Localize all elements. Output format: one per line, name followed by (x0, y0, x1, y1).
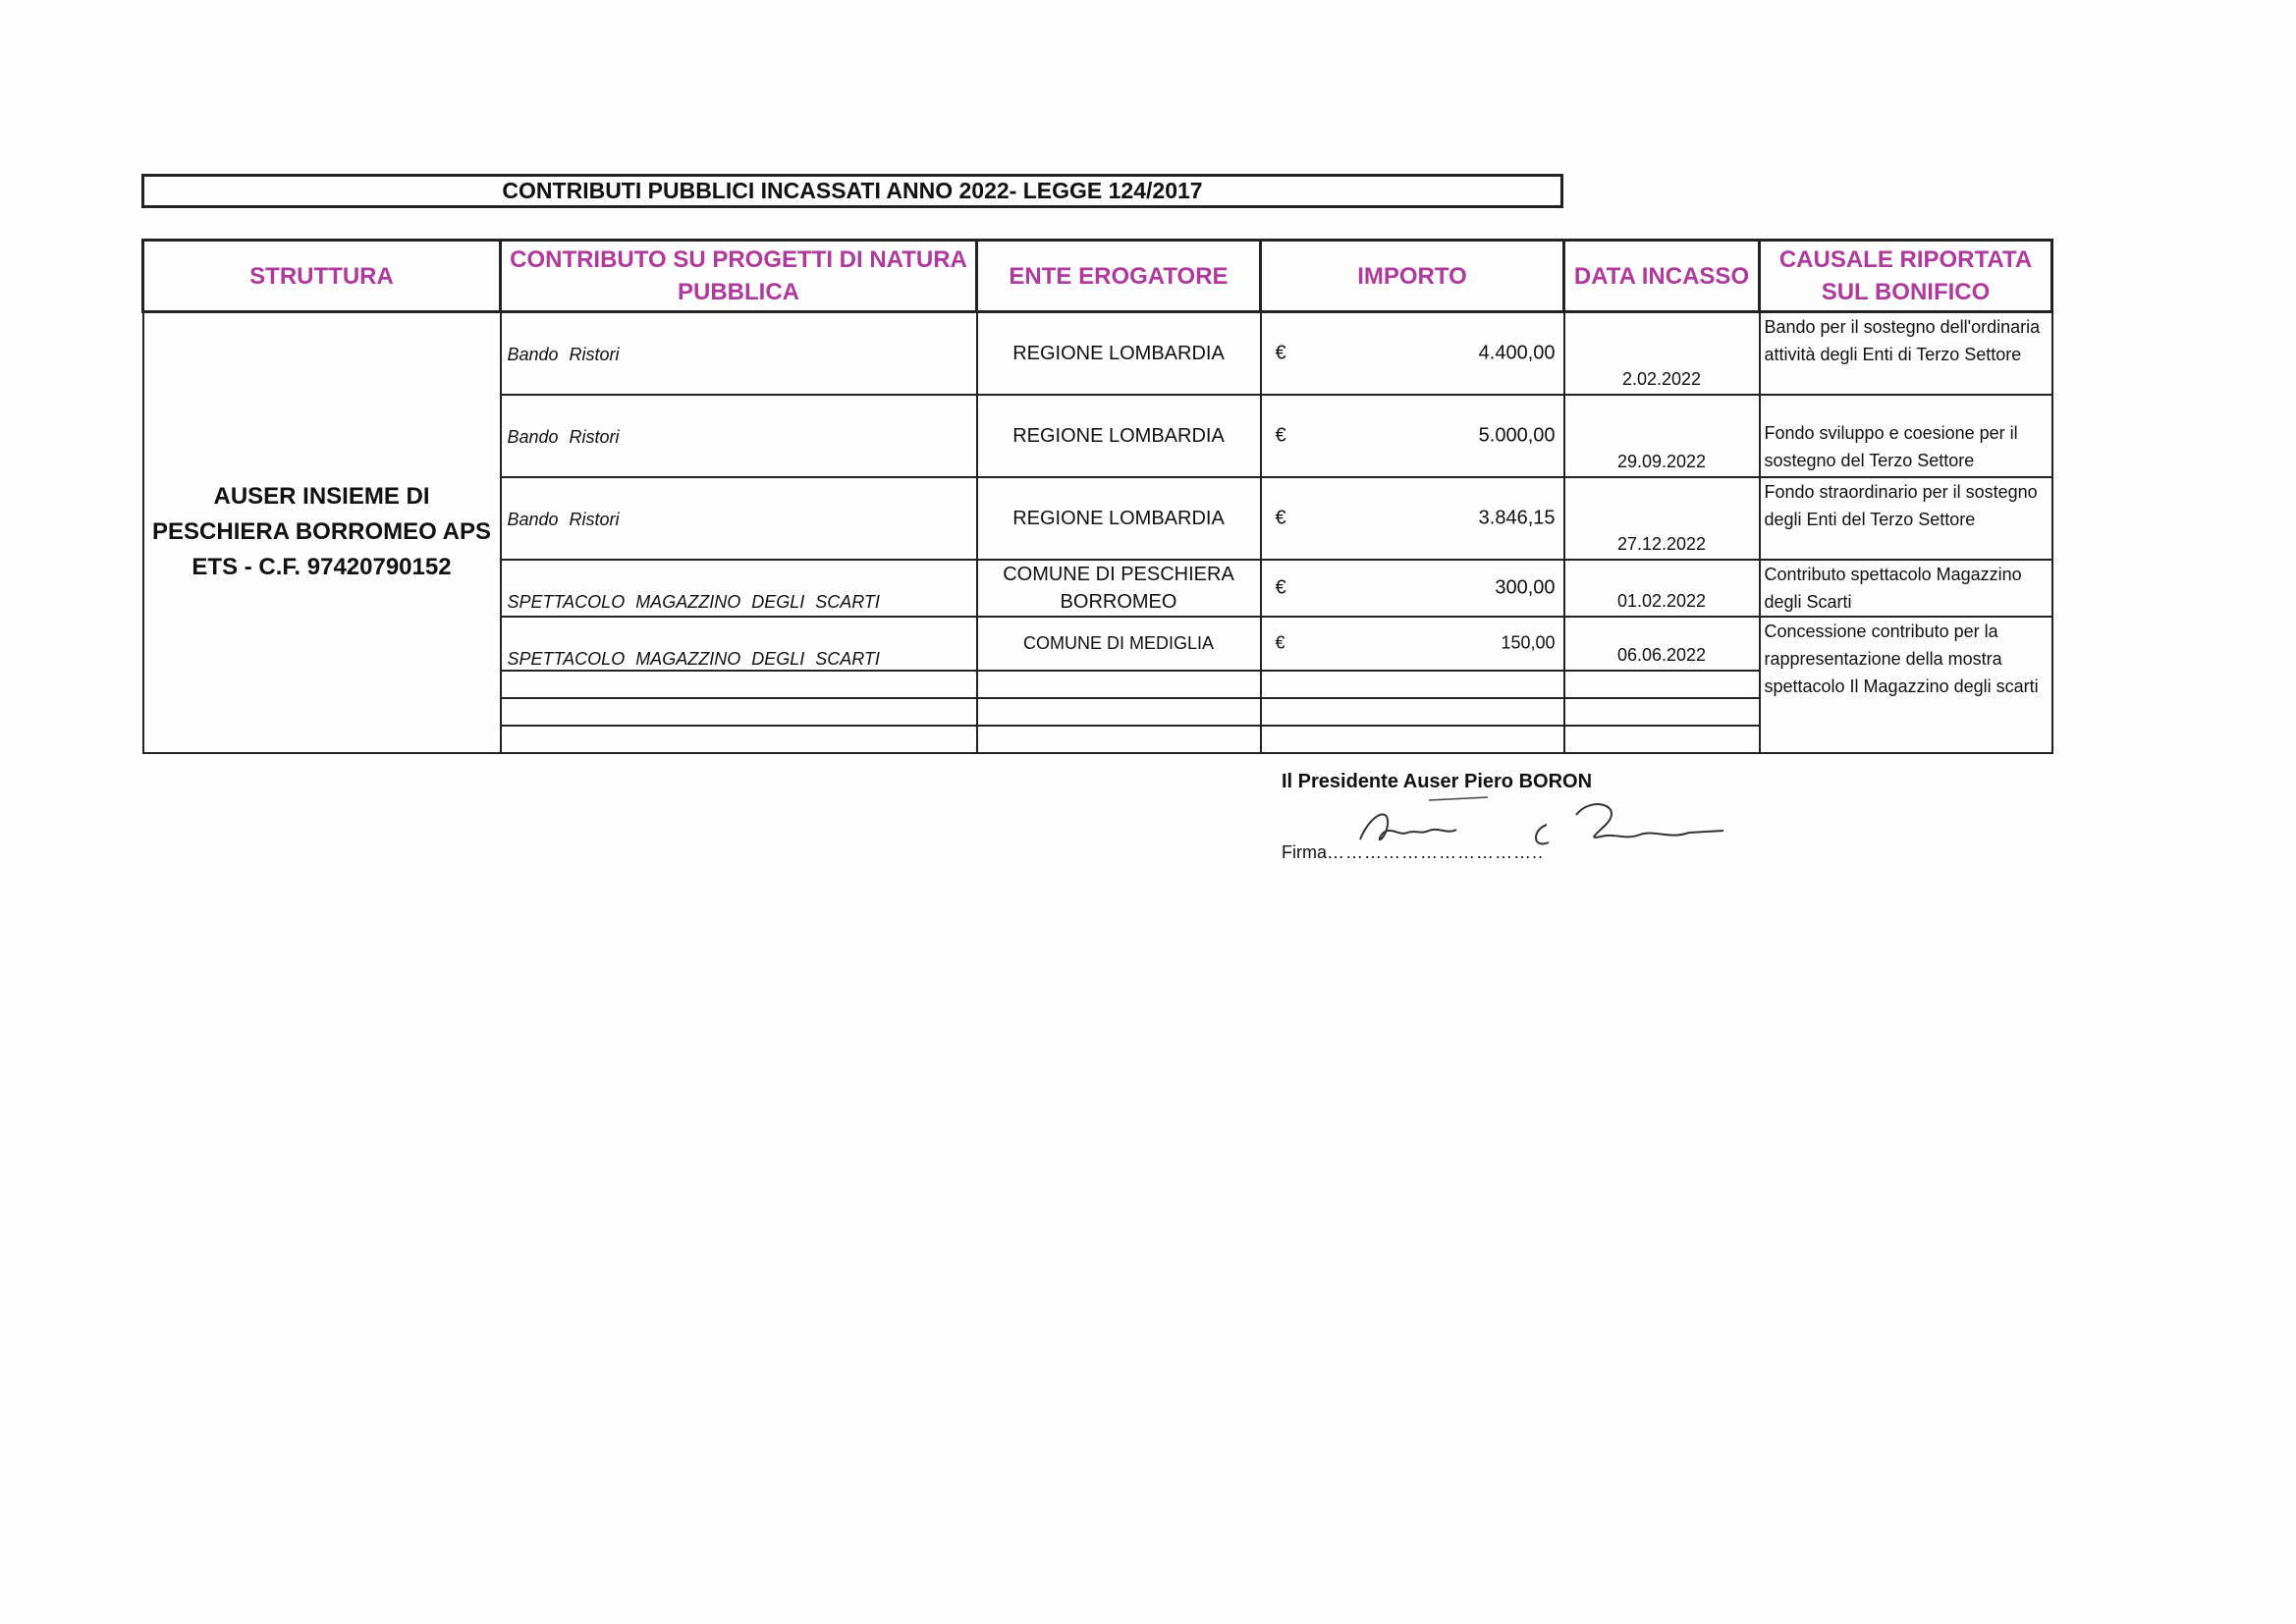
importo-value: 4.400,00 (1478, 342, 1556, 364)
causale-cell: Bando per il sostegno dell'ordinaria attività degli Enti di Terzo Settore (1760, 312, 2052, 395)
currency-symbol: € (1275, 507, 1286, 528)
progetto-cell: SPETTACOLO MAGAZZINO DEGLI SCARTI (501, 617, 977, 671)
table-row (143, 312, 2052, 395)
president-label: Il Presidente Auser Piero BORON (1282, 771, 1593, 792)
header-struttura: STRUTTURA (143, 241, 501, 312)
currency-symbol: € (1275, 576, 1286, 598)
importo-value: 3.846,15 (1478, 507, 1556, 528)
causale-cell: Contributo spettacolo Magazzino degli Scarti (1760, 560, 2052, 617)
importo-cell (1261, 560, 1564, 617)
progetto-cell: SPETTACOLO MAGAZZINO DEGLI SCARTI (501, 560, 977, 617)
firma-dots: …………………………….. (1327, 842, 1545, 862)
data-cell: 2.02.2022 (1564, 312, 1760, 395)
ente-cell: REGIONE LOMBARDIA (977, 395, 1261, 477)
contributions-table (141, 239, 2053, 754)
importo-cell (1261, 477, 1564, 560)
currency-symbol: € (1275, 342, 1286, 364)
causale-cell: Concessione contributo per la rappresentazione della mostra spettacolo Il Magazzino degli scarti (1760, 617, 2052, 753)
importo-cell (1261, 312, 1564, 395)
header-importo: IMPORTO (1261, 241, 1564, 312)
progetto-cell: Bando Ristori (501, 395, 977, 477)
struttura-cell: AUSER INSIEME DI PESCHIERA BORROMEO APS ETS - C.F. 97420790152 (143, 312, 501, 753)
data-cell: 27.12.2022 (1564, 477, 1760, 560)
causale-cell: Fondo sviluppo e coesione per il sostegno del Terzo Settore (1760, 395, 2052, 477)
handwritten-signature (1331, 785, 1743, 864)
header-data: DATA INCASSO (1564, 241, 1760, 312)
importo-cell (1261, 617, 1564, 671)
ente-cell: REGIONE LOMBARDIA (977, 312, 1261, 395)
causale-cell: Fondo straordinario per il sostegno degli Enti del Terzo Settore (1760, 477, 2052, 560)
ente-cell: COMUNE DI PESCHIERA BORROMEO (977, 560, 1261, 617)
ente-cell: COMUNE DI MEDIGLIA (977, 617, 1261, 671)
data-cell: 01.02.2022 (1564, 560, 1760, 617)
importo-value: 5.000,00 (1478, 424, 1556, 446)
document-title: CONTRIBUTI PUBBLICI INCASSATI ANNO 2022- LEGGE 124/2017 (141, 174, 1563, 208)
importo-cell (1261, 395, 1564, 477)
data-cell: 06.06.2022 (1564, 617, 1760, 671)
ente-cell: REGIONE LOMBARDIA (977, 477, 1261, 560)
header-contributo: CONTRIBUTO SU PROGETTI DI NATURA PUBBLICA (501, 241, 977, 312)
firma-label: Firma (1282, 842, 1327, 862)
progetto-cell: Bando Ristori (501, 312, 977, 395)
progetto-cell: Bando Ristori (501, 477, 977, 560)
data-cell: 29.09.2022 (1564, 395, 1760, 477)
importo-value: 300,00 (1495, 576, 1556, 598)
importo-value: 150,00 (1501, 632, 1556, 653)
currency-symbol: € (1275, 632, 1285, 653)
header-causale: CAUSALE RIPORTATA SUL BONIFICO (1760, 241, 2052, 312)
currency-symbol: € (1275, 424, 1286, 446)
header-row (143, 241, 2052, 312)
header-ente: ENTE EROGATORE (977, 241, 1261, 312)
